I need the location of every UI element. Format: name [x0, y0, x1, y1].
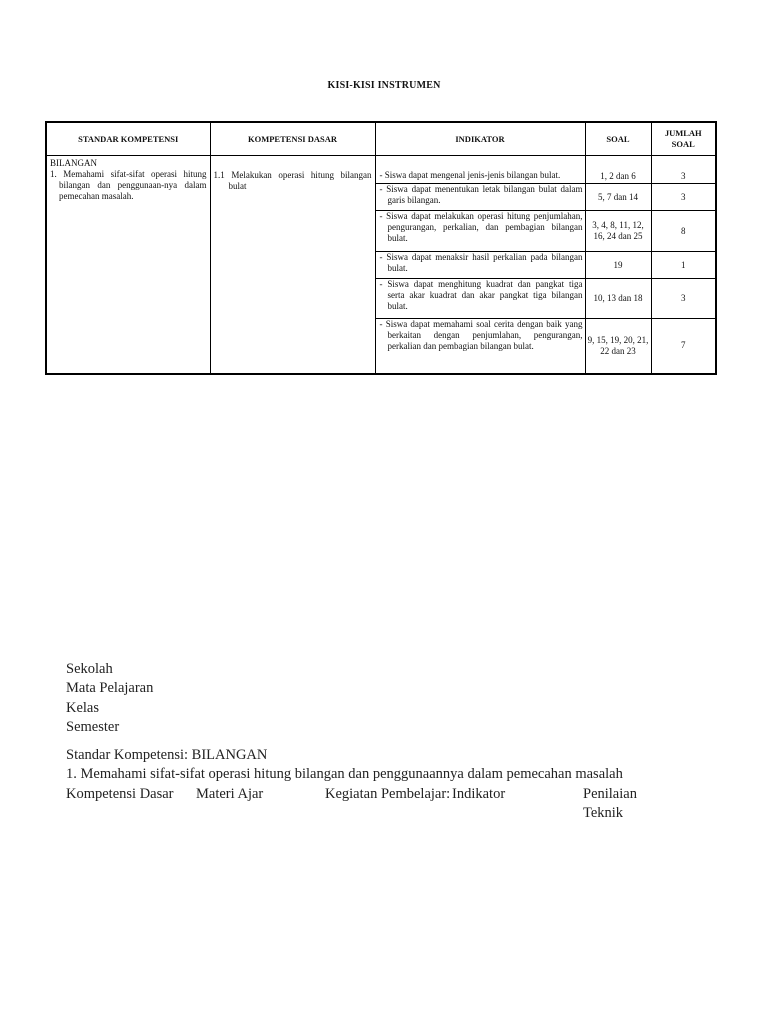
column-penilaian: Penilaian: [583, 785, 637, 802]
header-kompetensi-dasar: KOMPETENSI DASAR: [210, 122, 375, 156]
kd-item: 1.1 Melakukan operasi hitung bilangan bulat: [213, 170, 372, 191]
column-kegiatan: Kegiatan Pembelajar:: [325, 785, 451, 802]
soal-cell: 1, 2 dan 6: [585, 156, 651, 184]
column-headings-row-2: [66, 804, 666, 823]
column-kompetensi-dasar: Kompetensi Dasar: [66, 785, 174, 802]
field-kelas: Kelas: [66, 699, 100, 716]
jumlah-cell: 8: [651, 211, 716, 252]
standar-kompetensi-cell: [46, 156, 210, 374]
header-jumlah-soal: [651, 122, 716, 156]
column-materi-ajar: Materi Ajar: [196, 785, 264, 802]
sk-item: 1. Memahami sifat-sifat operasi hitung bilangan dan penggunaan-nya dalam pemecahan masalah.: [50, 169, 207, 201]
soal-cell: 3, 4, 8, 11, 12, 16, 24 dan 25: [585, 211, 651, 252]
indikator-text: - Siswa dapat menghitung kuadrat dan pangkat tiga serta akar kuadrat dan akar pangkat tiga bilangan bulat.: [379, 279, 583, 311]
indikator-cell: [375, 252, 585, 279]
sk-heading: BILANGAN: [50, 158, 97, 168]
kisi-kisi-table: [45, 121, 717, 375]
soal-cell: 10, 13 dan 18: [585, 279, 651, 319]
table-header-row: [46, 122, 716, 156]
lower-section: [66, 660, 666, 823]
header-jumlah-line1: JUMLAH: [664, 128, 702, 138]
indikator-text: - Siswa dapat mengenal jenis-jenis bilangan bulat.: [379, 170, 561, 180]
column-teknik: Teknik: [583, 805, 624, 822]
document-title: KISI-KISI INSTRUMEN: [327, 80, 441, 91]
indikator-cell: [375, 319, 585, 374]
indikator-cell: [375, 156, 585, 184]
column-headings-row: [66, 785, 666, 804]
header-standar-kompetensi: STANDAR KOMPETENSI: [46, 122, 210, 156]
header-jumlah-line2: SOAL: [671, 139, 695, 149]
kompetensi-item-line: 1. Memahami sifat-sifat operasi hitung bilangan dan penggunaannya dalam pemecahan masalah: [66, 766, 623, 783]
jumlah-cell: 3: [651, 184, 716, 211]
soal-cell: 9, 15, 19, 20, 21, 22 dan 23: [585, 319, 651, 374]
jumlah-cell: 3: [651, 279, 716, 319]
field-sekolah: Sekolah: [66, 661, 113, 677]
indikator-text: - Siswa dapat menaksir hasil perkalian pada bilangan bulat.: [379, 252, 583, 273]
jumlah-cell: 3: [651, 156, 716, 184]
kompetensi-dasar-cell: [210, 156, 375, 374]
indikator-cell: [375, 211, 585, 252]
soal-cell: 5, 7 dan 14: [585, 184, 651, 211]
indikator-cell: [375, 184, 585, 211]
indikator-cell: [375, 279, 585, 319]
indikator-text: - Siswa dapat menentukan letak bilangan bulat dalam garis bilangan.: [379, 184, 583, 205]
field-mata-pelajaran: Mata Pelajaran: [66, 680, 154, 697]
jumlah-cell: 1: [651, 252, 716, 279]
indikator-text: - Siswa dapat melakukan operasi hitung penjumlahan, pengurangan, perkalian, dan pembagian bilangan bulat.: [379, 211, 583, 243]
header-soal: SOAL: [585, 122, 651, 156]
soal-cell: 19: [585, 252, 651, 279]
field-semester: Semester: [66, 718, 120, 735]
jumlah-cell: 7: [651, 319, 716, 374]
table-row: [46, 156, 716, 184]
standar-kompetensi-line: Standar Kompetensi: BILANGAN: [66, 747, 268, 764]
header-indikator: INDIKATOR: [375, 122, 585, 156]
indikator-text: - Siswa dapat memahami soal cerita dengan baik yang berkaitan dengan penjumlahan, pengurangan, perkalian dan pembagian bilangan bulat.: [379, 319, 583, 351]
column-indikator: Indikator: [452, 785, 506, 802]
